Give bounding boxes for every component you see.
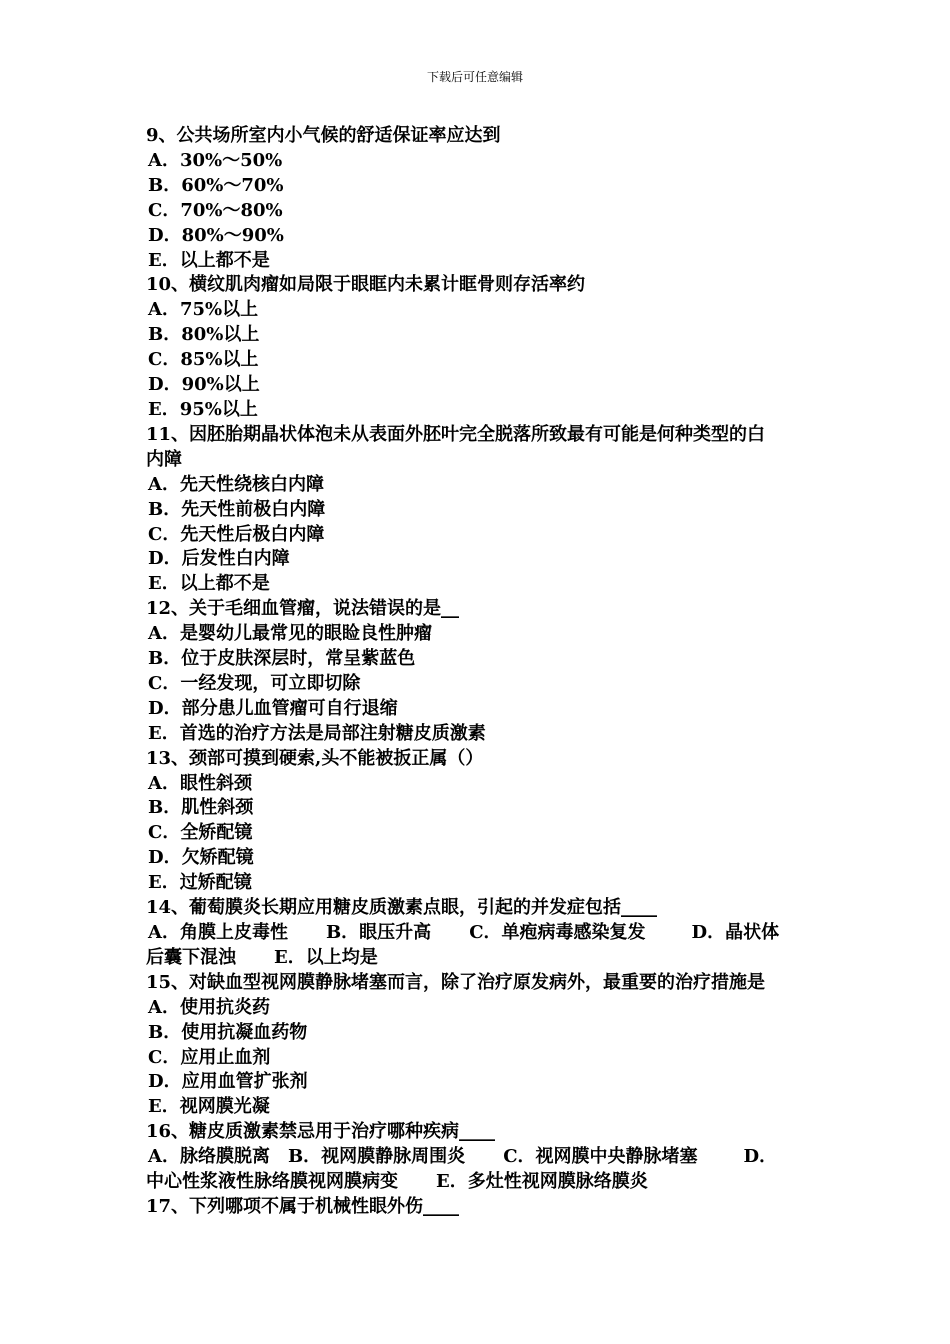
option-14e: E．以上均是 bbox=[274, 946, 378, 968]
option-16d: D． bbox=[743, 1146, 778, 1168]
question-17: 17、下列哪项不属于机械性眼外伤____ bbox=[146, 1195, 460, 1217]
option-15a: A．使用抗炎药 bbox=[148, 996, 270, 1018]
option-14b: B．眼压升高 bbox=[325, 922, 432, 943]
option-15e: E．视网膜光凝 bbox=[148, 1096, 270, 1118]
question-list bbox=[146, 124, 812, 1220]
page-header: 下载后可任意编辑 bbox=[426, 70, 523, 84]
option-9e: E．以上都不是 bbox=[148, 249, 270, 271]
option-16d-continued: 中心性浆液性脉络膜视网膜病变 bbox=[146, 1171, 398, 1193]
option-14a: A．角膜上皮毒性 bbox=[148, 922, 288, 943]
option-11b: B．先天性前极白内障 bbox=[148, 498, 326, 520]
options-14-row2 bbox=[146, 946, 812, 971]
options-16-row1 bbox=[146, 1145, 812, 1170]
option-11e: E．以上都不是 bbox=[148, 573, 270, 595]
option-10e: E．95%以上 bbox=[148, 398, 258, 420]
option-9c: C．70%～80% bbox=[148, 199, 283, 221]
option-13b: B．肌性斜颈 bbox=[148, 797, 254, 819]
option-12a: A．是婴幼儿最常见的眼睑良性肿瘤 bbox=[148, 623, 432, 645]
option-13c: C．全矫配镜 bbox=[148, 822, 253, 844]
option-14d: D．晶状体 bbox=[691, 922, 780, 943]
option-15b: B．使用抗凝血药物 bbox=[148, 1021, 308, 1043]
question-10: 10、横纹肌肉瘤如局限于眼眶内未累计眶骨则存活率约 bbox=[146, 274, 586, 296]
option-11c: C．先天性后极白内障 bbox=[148, 523, 325, 545]
question-13: 13、颈部可摸到硬索,头不能被扳正属（） bbox=[146, 747, 484, 769]
options-16-row2 bbox=[146, 1170, 812, 1195]
option-13d: D．欠矫配镜 bbox=[148, 847, 254, 869]
option-13a: A．眼性斜颈 bbox=[148, 772, 252, 794]
option-15c: C．应用止血剂 bbox=[148, 1046, 271, 1068]
option-14c: C．单疱病毒感染复发 bbox=[469, 922, 646, 943]
option-11a: A．先天性绕核白内障 bbox=[148, 473, 324, 495]
question-11-continued: 内障 bbox=[146, 448, 182, 470]
option-16e: E．多灶性视网膜脉络膜炎 bbox=[436, 1171, 648, 1193]
option-12b: B．位于皮肤深层时，常呈紫蓝色 bbox=[148, 648, 416, 670]
option-16a: A．脉络膜脱离 bbox=[148, 1146, 270, 1168]
option-11d: D．后发性白内障 bbox=[148, 548, 290, 570]
option-10b: B．80%以上 bbox=[148, 324, 260, 346]
question-11: 11、因胚胎期晶状体泡未从表面外胚叶完全脱落所致最有可能是何种类型的白 bbox=[146, 423, 766, 445]
options-14-row1 bbox=[146, 921, 812, 946]
option-12d: D．部分患儿血管瘤可自行退缩 bbox=[148, 697, 398, 719]
option-16b: B．视网膜静脉周围炎 bbox=[287, 1146, 466, 1168]
option-9a: A．30%～50% bbox=[148, 149, 283, 171]
option-9d: D．80%～90% bbox=[148, 224, 284, 246]
option-15d: D．应用血管扩张剂 bbox=[148, 1071, 308, 1093]
question-15: 15、对缺血型视网膜静脉堵塞而言，除了治疗原发病外，最重要的治疗措施是 bbox=[146, 971, 766, 993]
question-14: 14、葡萄膜炎长期应用糖皮质激素点眼，引起的并发症包括____ bbox=[146, 897, 658, 919]
option-13e: E．过矫配镜 bbox=[148, 872, 252, 894]
option-16c: C．视网膜中央静脉堵塞 bbox=[503, 1146, 698, 1168]
option-12c: C．一经发现，可立即切除 bbox=[148, 672, 361, 694]
option-14d-continued: 后囊下混浊 bbox=[146, 946, 236, 968]
option-12e: E．首选的治疗方法是局部注射糖皮质激素 bbox=[148, 722, 486, 744]
option-10d: D．90%以上 bbox=[148, 374, 260, 396]
option-10a: A．75%以上 bbox=[148, 299, 259, 321]
question-12: 12、关于毛细血管瘤，说法错误的是__ bbox=[146, 598, 460, 620]
question-9: 9、公共场所室内小气候的舒适保证率应达到 bbox=[146, 125, 501, 146]
option-10c: C．85%以上 bbox=[148, 349, 259, 371]
option-9b: B．60%～70% bbox=[148, 174, 284, 196]
question-16: 16、糖皮质激素禁忌用于治疗哪种疾病____ bbox=[146, 1121, 496, 1143]
